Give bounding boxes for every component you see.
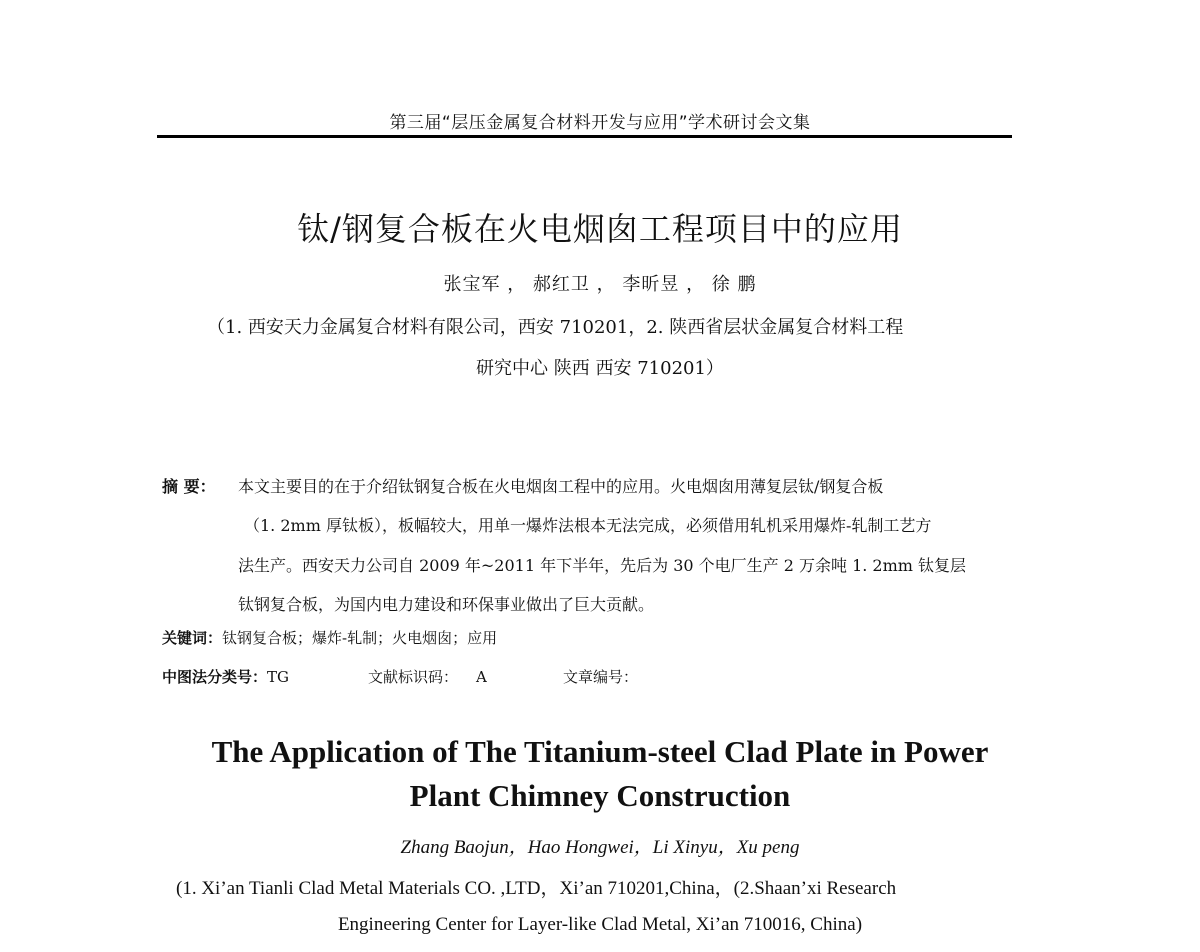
keywords-value: 钛钢复合板；爆炸-轧制；火电烟囱；应用: [222, 629, 498, 647]
abstract-line: （1. 2mm 厚钛板），板幅较大，用单一爆炸法根本无法完成，必须借用轧机采用爆炸-轧制工艺方: [244, 516, 932, 535]
doc-code-label: 文献标识码：: [368, 668, 459, 686]
clc-value: TG: [267, 668, 290, 686]
abstract-line: 钛钢复合板，为国内电力建设和环保事业做出了巨大贡献。: [238, 595, 655, 614]
abstract-line: 本文主要目的在于介绍钛钢复合板在火电烟囱工程中的应用。火电烟囱用薄复层钛/钢复合板: [238, 477, 884, 496]
chinese-affiliation-line-2: 研究中心 陕西 西安 710201）: [476, 358, 724, 379]
running-header: 第三届“层压金属复合材料开发与应用”学术研讨会文集: [389, 113, 811, 133]
english-affiliation-line-1: (1. Xi’an Tianli Clad Metal Materials CO. ,LTD，Xi’an 710201,China，(2.Shaan’xi Research: [176, 878, 897, 899]
clc-line: [162, 666, 289, 687]
clc-label: 中图法分类号：: [162, 668, 268, 686]
header-rule: [157, 135, 1012, 138]
doc-code-value: A: [476, 668, 487, 686]
abstract-line: 法生产。西安天力公司自 2009 年~2011 年下半年，先后为 30 个电厂生产 2 万余吨 1. 2mm 钛复层: [238, 556, 967, 575]
english-affiliation-line-2: Engineering Center for Layer-like Clad Metal, Xi’an 710016, China): [337, 914, 863, 935]
article-number-label: 文章编号：: [563, 668, 639, 686]
doc-code-line: [368, 666, 487, 687]
chinese-title: 钛/钢复合板在火电烟囱工程项目中的应用: [297, 210, 903, 248]
chinese-affiliation-line-1: （1. 西安天力金属复合材料有限公司，西安 710201，2. 陕西省层状金属复合材料工程: [207, 317, 904, 338]
keywords-label: 关键词：: [162, 629, 223, 647]
chinese-authors: 张宝军 ， 郝红卫 ， 李昕昱 ， 徐 鹏: [443, 274, 757, 295]
english-authors: Zhang Baojun，Hao Hongwei，Li Xinyu，Xu peng: [400, 837, 800, 858]
english-title-line-2: Plant Chimney Construction: [409, 778, 791, 813]
abstract-label: 摘 要：: [162, 477, 216, 496]
keywords-line: [162, 627, 497, 648]
english-title-line-1: The Application of The Titanium-steel Clad Plate in Power: [211, 734, 989, 769]
